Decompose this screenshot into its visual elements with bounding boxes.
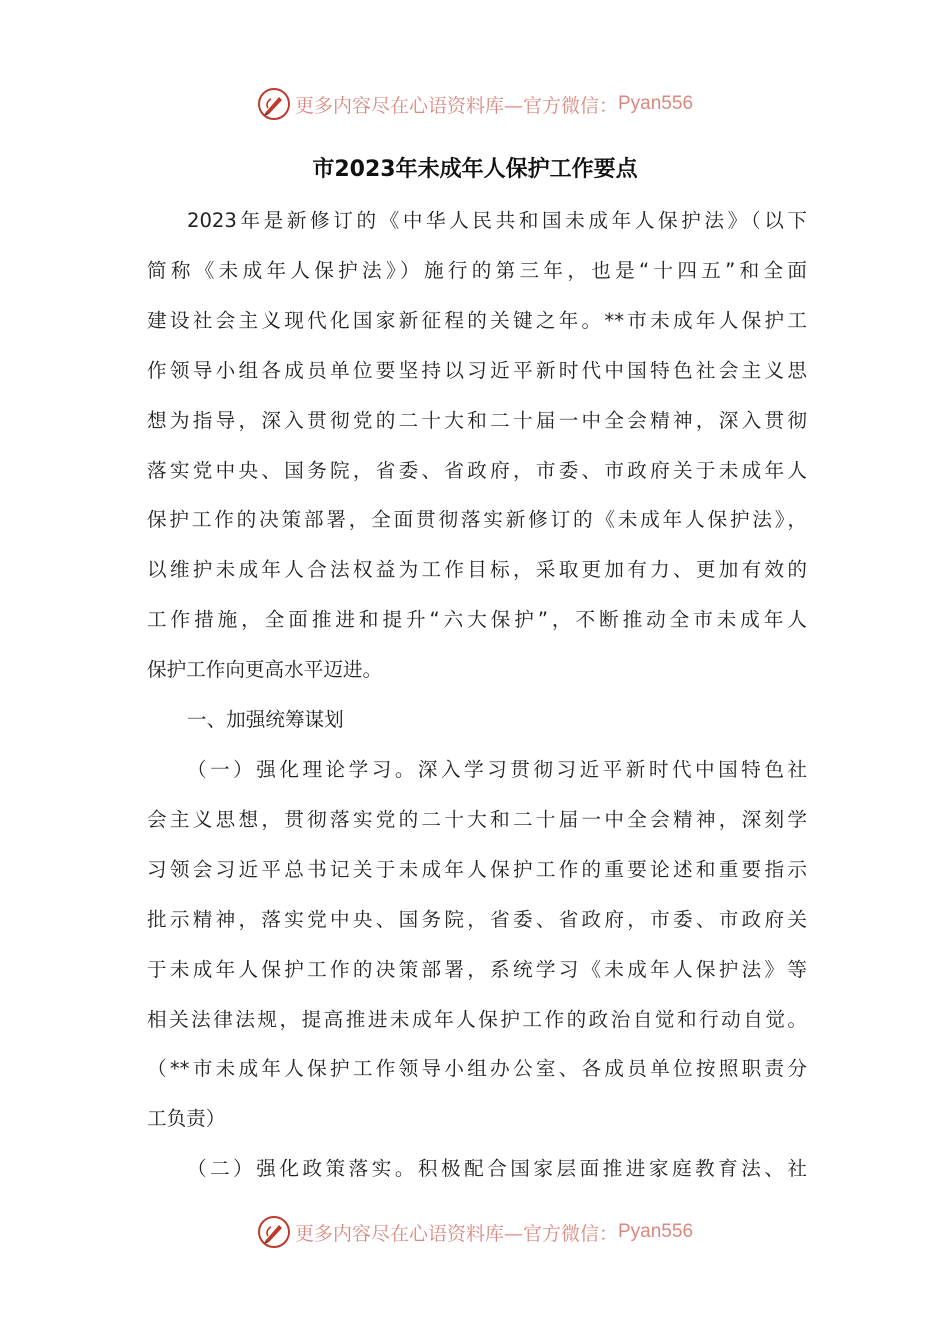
text-line: 保护工作的决策部署，全面贯彻落实新修订的《未成年人保护法》，: [147, 508, 807, 532]
text-line: 以维护未成年人合法权益为工作目标，采取更加有力、更加有效的: [147, 558, 807, 582]
text-line: 工作措施，全面推进和提升“六大保护”，不断推动全市未成年人: [147, 608, 807, 632]
text-line: （二）强化政策落实。积极配合国家层面推进家庭教育法、社: [187, 1157, 807, 1181]
pen-logo-icon: [257, 1215, 291, 1249]
text-line: 保护工作向更高水平迈进。: [147, 658, 383, 682]
text-line: 习领会习近平总书记关于未成年人保护工作的重要论述和重要指示: [147, 857, 807, 881]
text-line: 建设社会主义现代化国家新征程的关键之年。**市未成年人保护工: [147, 308, 807, 332]
pen-logo-icon: [257, 87, 291, 121]
watermark-footer: [0, 1212, 950, 1252]
text-line: 工负责）: [147, 1107, 226, 1131]
text-line: 落实党中央、国务院，省委、省政府，市委、市政府关于未成年人: [147, 458, 807, 482]
watermark-wechat-id: Pyan556: [618, 93, 694, 114]
watermark-text: 更多内容尽在心语资料库—官方微信：: [294, 94, 618, 117]
text-line: 想为指导，深入贯彻党的二十大和二十届一中全会精神，深入贯彻: [147, 408, 807, 432]
text-line: 于未成年人保护工作的决策部署，系统学习《未成年人保护法》等: [147, 957, 807, 981]
paragraph-policy: [147, 1144, 807, 1194]
text-line: 会主义思想，贯彻落实党的二十大和二十届一中全会精神，深刻学: [147, 807, 807, 831]
text-line: （一）强化理论学习。深入学习贯彻习近平新时代中国特色社: [187, 757, 807, 781]
paragraph-intro: [147, 196, 807, 695]
text-line: 相关法律法规，提高推进未成年人保护工作的政治自觉和行动自觉。: [147, 1007, 807, 1031]
paragraph-theory-study: [147, 745, 807, 1144]
text-line: 2023年是新修订的《中华人民共和国未成年人保护法》（以下: [187, 209, 807, 232]
text-line: 作领导小组各成员单位要坚持以习近平新时代中国特色社会主义思: [147, 358, 807, 382]
section-heading: [147, 695, 807, 745]
watermark-text: 更多内容尽在心语资料库—官方微信：: [294, 1222, 618, 1245]
text-line: （**市未成年人保护工作领导小组办公室、各成员单位按照职责分: [147, 1057, 807, 1081]
document-body: [147, 196, 807, 1194]
text-line: 批示精神，落实党中央、国务院，省委、省政府，市委、市政府关: [147, 907, 807, 931]
text-line: 简称《未成年人保护法》）施行的第三年，也是“十四五”和全面: [147, 258, 807, 282]
watermark-wechat-id: Pyan556: [618, 1221, 694, 1242]
watermark-header: [0, 84, 950, 124]
text-line: 一、加强统筹谋划: [187, 708, 344, 732]
document-title: 市2023年未成年人保护工作要点: [312, 157, 638, 182]
